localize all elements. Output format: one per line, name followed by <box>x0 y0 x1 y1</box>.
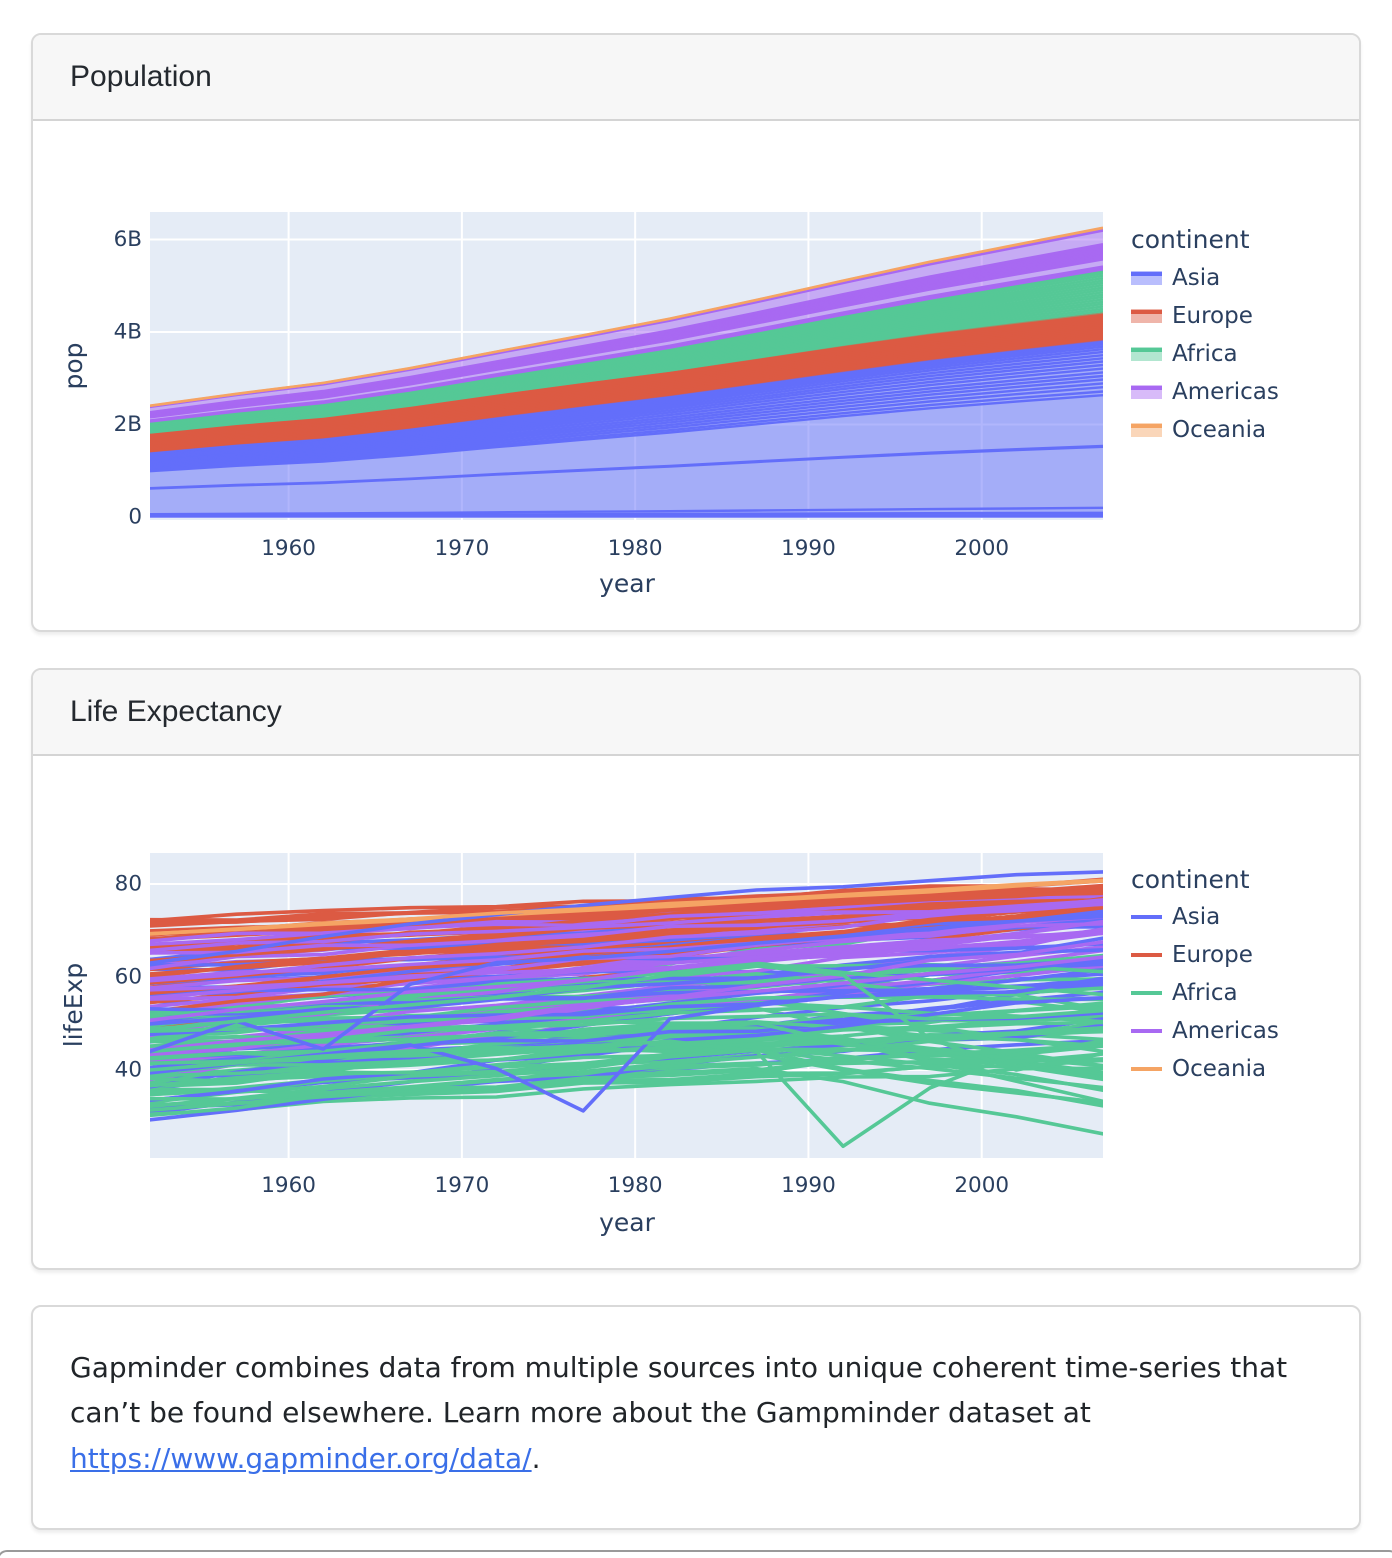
x-tick-label: 1960 <box>261 536 316 561</box>
legend-item-label: Europe <box>1172 942 1253 968</box>
gapminder-data-link[interactable]: https://www.gapminder.org/data/ <box>70 1441 532 1475</box>
x-tick-label: 2000 <box>954 1173 1010 1198</box>
x-tick-label: 1970 <box>434 536 490 561</box>
info-text: Gapminder combines data from multiple sources into unique coherent time-series that can’t be found elsewhere. Learn more about the Gampminder dataset at <box>70 1351 1288 1430</box>
legend-item-asia[interactable] <box>1131 904 1220 930</box>
x-tick-label: 1980 <box>607 1173 663 1198</box>
x-axis-title: year <box>599 569 655 598</box>
gapminder-info-paragraph <box>33 1307 1359 1481</box>
y-tick-label: 0 <box>128 504 142 530</box>
y-tick-label: 60 <box>114 964 142 990</box>
life-expectancy-line-chart[interactable] <box>31 752 1357 1260</box>
legend-item-africa[interactable] <box>1131 341 1238 367</box>
y-axis-title: lifeExp <box>59 962 88 1048</box>
legend-item-label: Asia <box>1172 904 1221 930</box>
legend-item-europe[interactable] <box>1131 303 1253 329</box>
population-card-header <box>33 35 1359 121</box>
legend-item-label: Europe <box>1172 303 1253 329</box>
x-tick-label: 1990 <box>781 536 836 561</box>
x-tick-label: 1990 <box>781 1173 836 1198</box>
legend-item-label: Africa <box>1172 980 1238 1006</box>
next-card-top-edge <box>0 1550 1392 1558</box>
gapminder-info-card <box>31 1305 1361 1530</box>
legend-item-americas[interactable] <box>1131 1018 1279 1044</box>
x-tick-label: 1970 <box>434 1173 490 1198</box>
legend-item-label: Americas <box>1172 1018 1279 1044</box>
population-area-chart[interactable] <box>31 117 1357 617</box>
legend-item-africa[interactable] <box>1131 980 1238 1006</box>
legend-item-label: Oceania <box>1172 1056 1267 1082</box>
legend-item-europe[interactable] <box>1131 942 1253 968</box>
y-tick-label: 6B <box>113 227 142 252</box>
y-tick-label: 4B <box>113 319 142 345</box>
legend-item-label: Americas <box>1172 379 1279 405</box>
life-expectancy-card-title: Life Expectancy <box>70 695 282 728</box>
x-tick-label: 1980 <box>607 536 663 561</box>
x-tick-label: 1960 <box>261 1173 316 1198</box>
y-axis-title: pop <box>59 342 88 390</box>
x-axis-title: year <box>599 1208 655 1237</box>
legend-item-label: Asia <box>1172 265 1221 291</box>
legend-title: continent <box>1131 865 1250 894</box>
x-tick-label: 2000 <box>954 536 1010 561</box>
population-card-title: Population <box>70 60 212 93</box>
info-text-period: . <box>531 1441 541 1475</box>
legend-item-label: Africa <box>1172 341 1238 367</box>
legend-title: continent <box>1131 225 1250 254</box>
legend-item-oceania[interactable] <box>1131 1056 1266 1082</box>
y-tick-label: 40 <box>114 1057 142 1083</box>
legend-item-label: Oceania <box>1172 417 1267 443</box>
legend-item-americas[interactable] <box>1131 379 1279 405</box>
legend-item-asia[interactable] <box>1131 265 1220 291</box>
y-tick-label: 2B <box>113 412 142 437</box>
legend-item-oceania[interactable] <box>1131 417 1266 443</box>
life-expectancy-card-header <box>33 670 1359 756</box>
y-tick-label: 80 <box>114 871 142 897</box>
